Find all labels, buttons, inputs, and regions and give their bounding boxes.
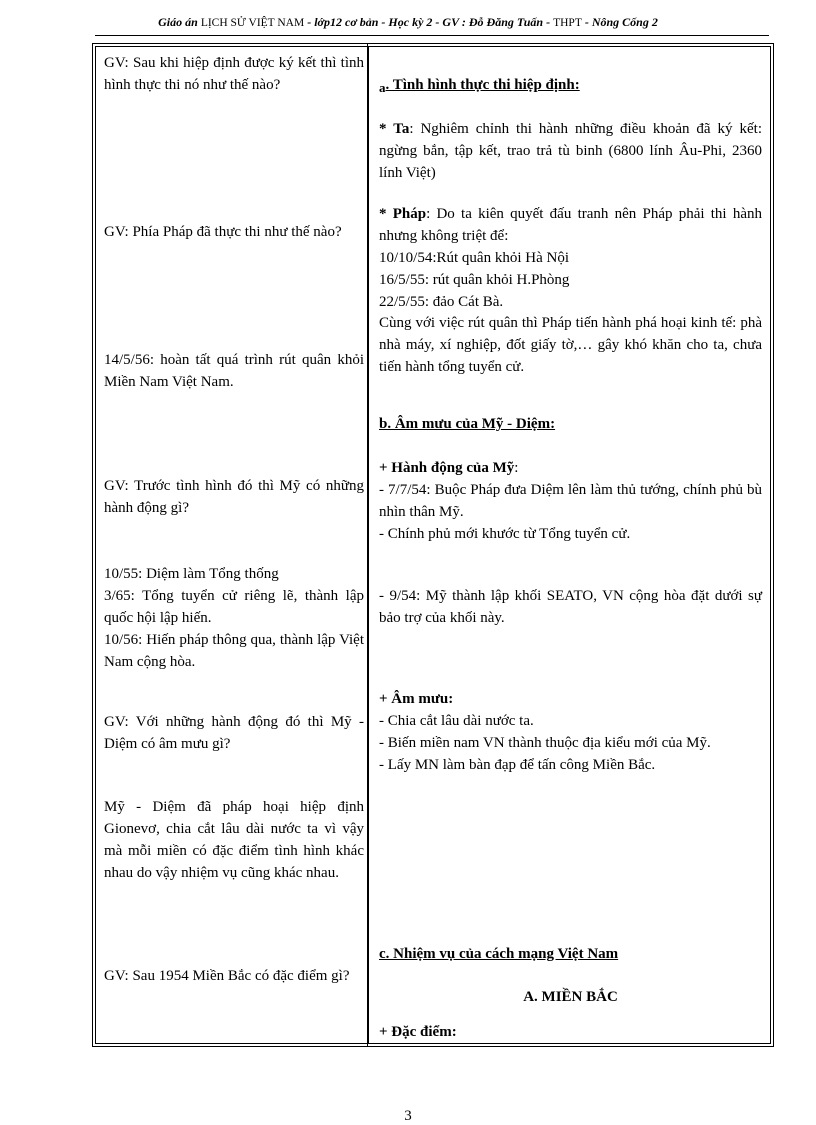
phap-date-3: 22/5/55: đảo Cát Bà. [379, 294, 504, 310]
left-note-2: 10/55: Diệm làm Tổng thống [104, 566, 279, 582]
column-divider-double [367, 43, 368, 1047]
left-question-4: GV: Với những hành động đó thì Mỹ - Diệm có âm mưu gì? [104, 714, 364, 752]
page-header [0, 15, 816, 30]
left-note-3: 3/65: Tổng tuyển cử riêng lẽ, thành lập quốc hội lập hiến. [104, 588, 364, 626]
column-divider [368, 47, 369, 1043]
phap-date-1: 10/10/54:Rút quân khỏi Hà Nội [379, 250, 569, 266]
section-b-title [379, 413, 762, 435]
phap-paragraph [379, 203, 762, 247]
scheme-label: + Âm mưu: [379, 691, 454, 707]
header-text-3: - Nông Cống 2 [581, 15, 658, 29]
header-text-2: - lớp12 cơ bản - Học kỳ 2 - GV : Đỗ Đăng Tuấn - [304, 15, 554, 29]
header-subject: LỊCH SỬ VIỆT NAM [200, 17, 305, 29]
scheme-3: - Lấy MN làm bàn đạp để tấn công Miền Bắc. [379, 757, 656, 773]
scheme-2: - Biến miền nam VN thành thuộc địa kiểu mới của Mỹ. [379, 735, 711, 751]
left-question-2: GV: Phía Pháp đã thực thi như thế nào? [104, 224, 342, 240]
section-a-title [379, 74, 762, 99]
ta-text: : Nghiêm chỉnh thi hành những điều khoản đã ký kết: ngừng bắn, tập kết, trao trả tù binh (6800 lính Âu-Phi, 2360 lính Việt) [379, 121, 763, 181]
section-b-heading: b. Âm mưu của Mỹ - Diệm: [379, 416, 556, 432]
left-note-4: 10/56: Hiến pháp thông qua, thành lập Việt Nam cộng hòa. [104, 632, 364, 670]
left-question-5: GV: Sau 1954 Miền Bắc có đặc điểm gì? [104, 968, 350, 984]
left-note-1: 14/5/56: hoàn tất quá trình rút quân khỏi Miền Nam Việt Nam. [104, 352, 364, 390]
north-heading: A. MIỀN BẮC [523, 989, 618, 1005]
phap-date-2: 16/5/55: rút quân khỏi H.Phòng [379, 272, 570, 288]
header-rule [95, 35, 769, 36]
section-c-title [379, 943, 762, 965]
ta-paragraph [379, 118, 762, 184]
lesson-table [95, 46, 771, 1044]
actions-colon: : [514, 460, 519, 476]
actions-label: + Hành động của Mỹ [379, 460, 515, 476]
left-question-1: GV: Sau khi hiệp định được ký kết thì tình hình thực thi nó như thế nào? [104, 55, 364, 93]
page-number: 3 [404, 1108, 412, 1124]
north-title [379, 986, 762, 1008]
left-question-3: GV: Trước tình hình đó thì Mỹ có những hành động gì? [104, 478, 364, 516]
scheme-label-line [379, 688, 762, 710]
header-school-type: THPT [553, 17, 582, 29]
action-1: - 7/7/54: Buộc Pháp đưa Diệm lên làm thủ tướng, chính phủ bù nhìn thân Mỹ. [379, 482, 762, 520]
phap-label: * Pháp [379, 206, 427, 222]
section-a-heading: . Tình hình thực thi hiệp định: [385, 77, 580, 93]
action-2: - Chính phủ mới khước từ Tổng tuyển cử. [379, 526, 631, 542]
left-note-5: Mỹ - Diệm đã pháp hoại hiệp định Gionevơ, chia cắt lâu dài nước ta vì vậy mà mỗi miền có đặc điểm tình hình khác nhau do vậy nhiệm vụ cũng khác nhau. [104, 799, 364, 881]
phap-more: Cùng với việc rút quân thì Pháp tiến hành phá hoại kinh tế: phà nhà máy, xí nghiệp, đốt giấy tờ,… gây khó khăn cho ta, chưa tiến hành tổng tuyển cử. [379, 315, 762, 375]
header-text-1: Giáo án [158, 15, 201, 29]
features-label: + Đặc điểm: [379, 1024, 457, 1040]
section-c-heading: c. Nhiệm vụ của cách mạng Việt Nam [379, 946, 619, 962]
actions-label-line [379, 457, 762, 479]
section-a-letter: a [379, 80, 386, 95]
scheme-1: - Chia cắt lâu dài nước ta. [379, 713, 534, 729]
features-label-line [379, 1021, 762, 1043]
action-3: - 9/54: Mỹ thành lập khối SEATO, VN cộng hòa đặt dưới sự bảo trợ của khối này. [379, 588, 762, 626]
ta-label: * Ta [379, 121, 410, 137]
phap-text: : Do ta kiên quyết đấu tranh nên Pháp phải thi hành nhưng không triệt để: [379, 206, 762, 244]
